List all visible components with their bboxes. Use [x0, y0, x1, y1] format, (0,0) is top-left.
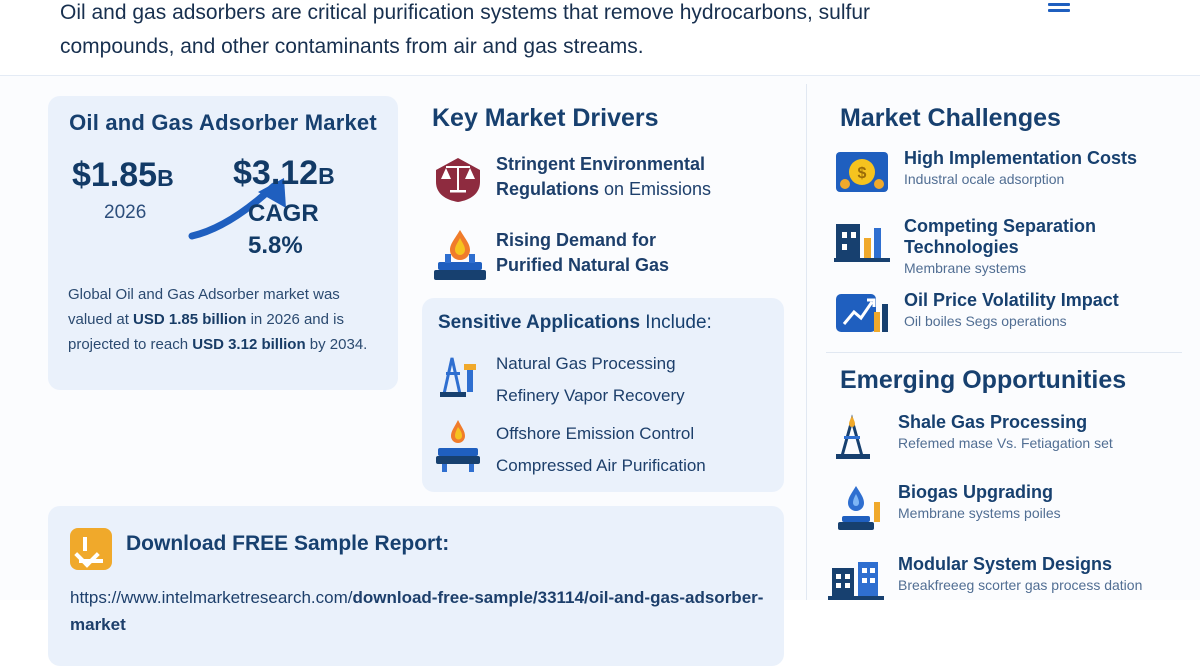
offshore-platform-icon: [434, 418, 482, 474]
driver-item-2-text: Rising Demand for Purified Natural Gas: [496, 230, 670, 275]
column-divider: [806, 84, 807, 600]
intro-text: Oil and gas adsorbers are critical purification systems that remove hydrocarbons, sulfur compounds, and other contaminants from air and gas streams.: [60, 1, 871, 58]
value-2026: [72, 156, 174, 195]
application-1-line2: Refinery Vapor Recovery: [496, 386, 685, 405]
svg-text:$: $: [857, 165, 867, 182]
value-2026-suffix: B: [157, 165, 174, 191]
intro-band: [0, 0, 1200, 76]
opportunity-3-sub: Breakfreeeg scorter gas process dation: [898, 577, 1143, 593]
challenge-item-1: [834, 148, 1184, 187]
application-1-line1: Natural Gas Processing: [496, 354, 676, 373]
value-2034-suffix: B: [318, 163, 335, 189]
factory-chart-icon: [834, 216, 890, 264]
opportunity-item-1: [828, 412, 1188, 451]
gas-flame-burner-icon: [432, 228, 488, 284]
opportunity-item-3: [828, 554, 1188, 593]
opportunity-item-2: [828, 482, 1188, 521]
market-description: Global Oil and Gas Adsorber market was valued at USD 1.85 billion in 2026 and is projected to reach USD 3.12 billion by 2034.: [68, 286, 368, 353]
download-link[interactable]: https://www.intelmarketresearch.com/download-free-sample/33114/oil-and-gas-adsorber-market: [70, 588, 764, 634]
download-title: Download FREE Sample Report:: [126, 532, 450, 555]
modular-plant-icon: [828, 554, 884, 600]
value-2026-number: $1.85: [72, 156, 158, 194]
challenge-1-head: High Implementation Costs: [904, 148, 1138, 168]
content-area: [0, 76, 1200, 634]
key-market-drivers-title: Key Market Drivers: [432, 104, 659, 132]
oil-derrick-icon: [828, 412, 884, 462]
application-2-line2: Compressed Air Purification: [496, 456, 706, 475]
challenge-item-2: [834, 216, 1184, 276]
challenge-item-3: [834, 290, 1184, 329]
opportunity-1-sub: Refemed mase Vs. Fetiagation set: [898, 435, 1113, 451]
oil-rig-icon: [434, 348, 482, 400]
scales-of-justice-icon: [432, 152, 484, 204]
driver-item-2: [432, 228, 772, 278]
value-2034-number: $3.12: [233, 154, 319, 192]
section-divider: [826, 352, 1182, 353]
price-chart-icon: [834, 290, 890, 336]
market-card-title: Oil and Gas Adsorber Market: [69, 110, 377, 135]
year-2026-label: 2026: [104, 202, 147, 223]
opportunity-2-head: Biogas Upgrading: [898, 482, 1054, 502]
opportunity-1-head: Shale Gas Processing: [898, 412, 1088, 432]
challenge-2-head-line1: Competing Separation: [904, 216, 1097, 236]
challenge-3-head: Oil Price Volatility Impact: [904, 290, 1119, 310]
challenge-2-head-line2: Technologies: [904, 237, 1019, 257]
emerging-opportunities-title: Emerging Opportunities: [840, 366, 1127, 394]
applications-title: Sensitive Applications Include:: [438, 312, 712, 333]
challenge-3-sub: Oil boiles Segs operations: [904, 313, 1067, 329]
hamburger-menu-icon[interactable]: [1048, 0, 1070, 12]
driver-item-1-text: Stringent Environmental Regulations on Emissions: [496, 154, 712, 199]
application-2-line1: Offshore Emission Control: [496, 424, 695, 443]
value-2034: [233, 154, 335, 193]
biogas-icon: [828, 482, 884, 532]
money-bag-icon: [834, 148, 890, 194]
opportunity-2-sub: Membrane systems poiles: [898, 505, 1061, 521]
market-challenges-title: Market Challenges: [840, 104, 1061, 132]
cagr-value: 5.8%: [248, 232, 303, 259]
challenge-2-sub: Membrane systems: [904, 260, 1027, 276]
download-sample-card[interactable]: [48, 506, 784, 666]
driver-item-1: [432, 152, 772, 202]
opportunity-3-head: Modular System Designs: [898, 554, 1113, 574]
cagr-label: CAGR: [248, 200, 319, 227]
challenge-1-sub: Industral ocale adsorption: [904, 171, 1065, 187]
sensitive-applications-card: [422, 298, 784, 492]
download-icon: [70, 528, 112, 570]
market-summary-card: [48, 96, 398, 390]
